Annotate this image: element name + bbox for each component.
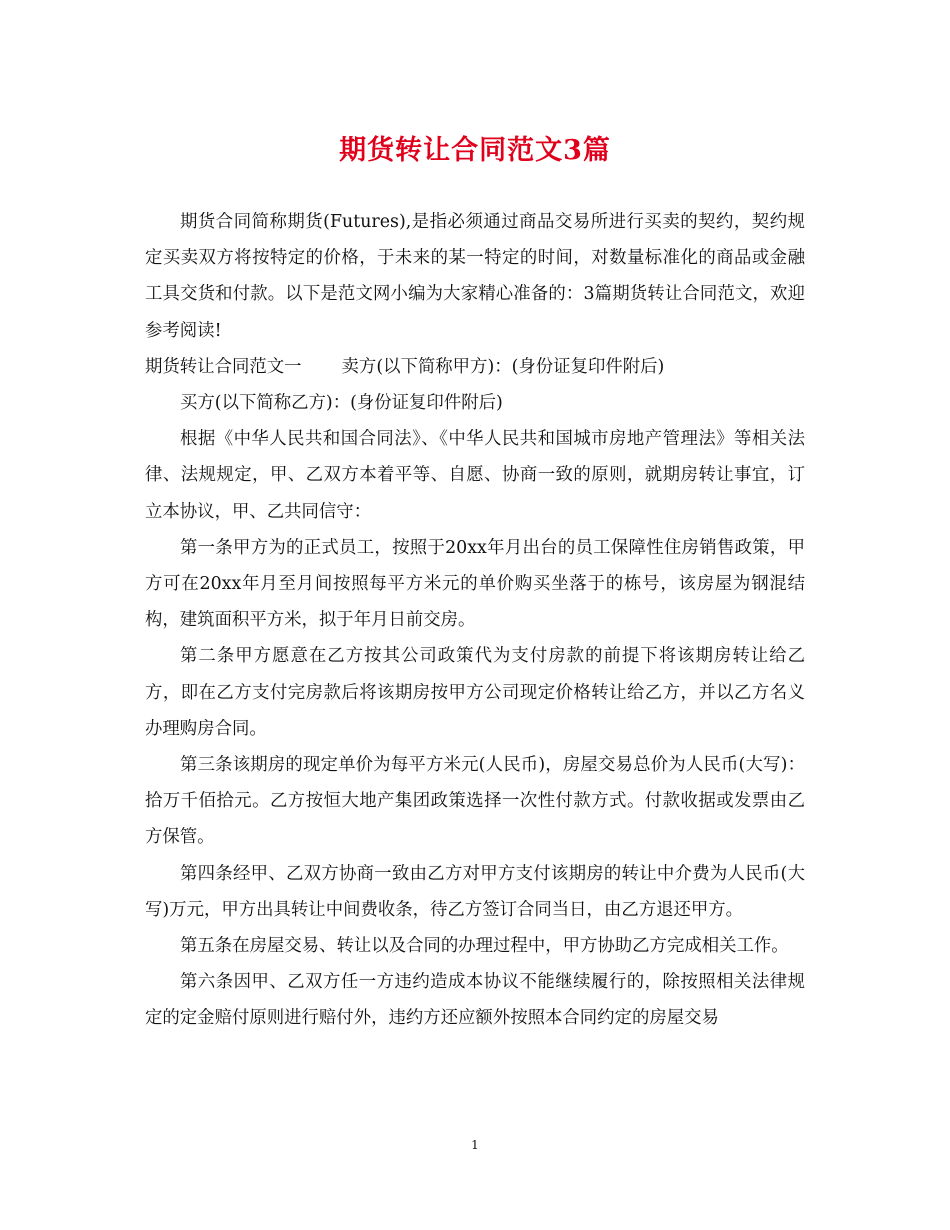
seller-line: 卖方(以下简称甲方)：(身份证复印件附后) — [341, 356, 665, 377]
intro-paragraph: 期货合同简称期货(Futures),是指必须通过商品交易所进行买卖的契约，契约规定买卖双方将按特定的价格，于未来的某一特定的时间，对数量标准化的商品或金融工具交货和付款。以下是范文网小编为大家精心准备的：3篇期货转让合同范文，欢迎参考阅读! — [145, 212, 805, 341]
document-title: 期货转让合同范文3篇 — [339, 135, 611, 166]
section-heading-line — [145, 349, 805, 385]
page-number: 1 — [471, 1138, 479, 1152]
article-6: 第六条因甲、乙双方任一方违约造成本协议不能继续履行的，除按照相关法律规定的定金赔付原则进行赔付外，违约方还应额外按照本合同约定的房屋交易 — [145, 972, 805, 1029]
section-heading: 期货转让合同范文一 — [145, 356, 302, 377]
article-3: 第三条该期房的现定单价为每平方米元(人民币)，房屋交易总价为人民币(大写)：拾万千佰拾元。乙方按恒大地产集团政策选择一次性付款方式。付款收据或发票由乙方保管。 — [145, 755, 805, 848]
preamble-paragraph: 根据《中华人民共和国合同法》、《中华人民共和国城市房地产管理法》等相关法律、法规规定，甲、乙双方本着平等、自愿、协商一致的原则，就期房转让事宜，订立本协议，甲、乙共同信守： — [145, 429, 805, 522]
article-1: 第一条甲方为的正式员工，按照于20xx年月出台的员工保障性住房销售政策，甲方可在20xx年月至月间按照每平方米元的单价购买坐落于的栋号，该房屋为钢混结构，建筑面积平方米，拟于年月日前交房。 — [145, 537, 805, 631]
article-5: 第五条在房屋交易、转让以及合同的办理过程中，甲方协助乙方完成相关工作。 — [180, 936, 789, 957]
buyer-line: 买方(以下简称乙方)：(身份证复印件附后) — [180, 393, 503, 414]
article-4: 第四条经甲、乙双方协商一致由乙方对甲方支付该期房的转让中介费为人民币(大写)万元，甲方出具转让中间费收条，待乙方签订合同当日，由乙方退还甲方。 — [145, 863, 805, 920]
article-2: 第二条甲方愿意在乙方按其公司政策代为支付房款的前提下将该期房转让给乙方，即在乙方支付完房款后将该期房按甲方公司现定价格转让给乙方，并以乙方名义办理购房合同。 — [145, 646, 805, 739]
document-body — [145, 204, 805, 1037]
